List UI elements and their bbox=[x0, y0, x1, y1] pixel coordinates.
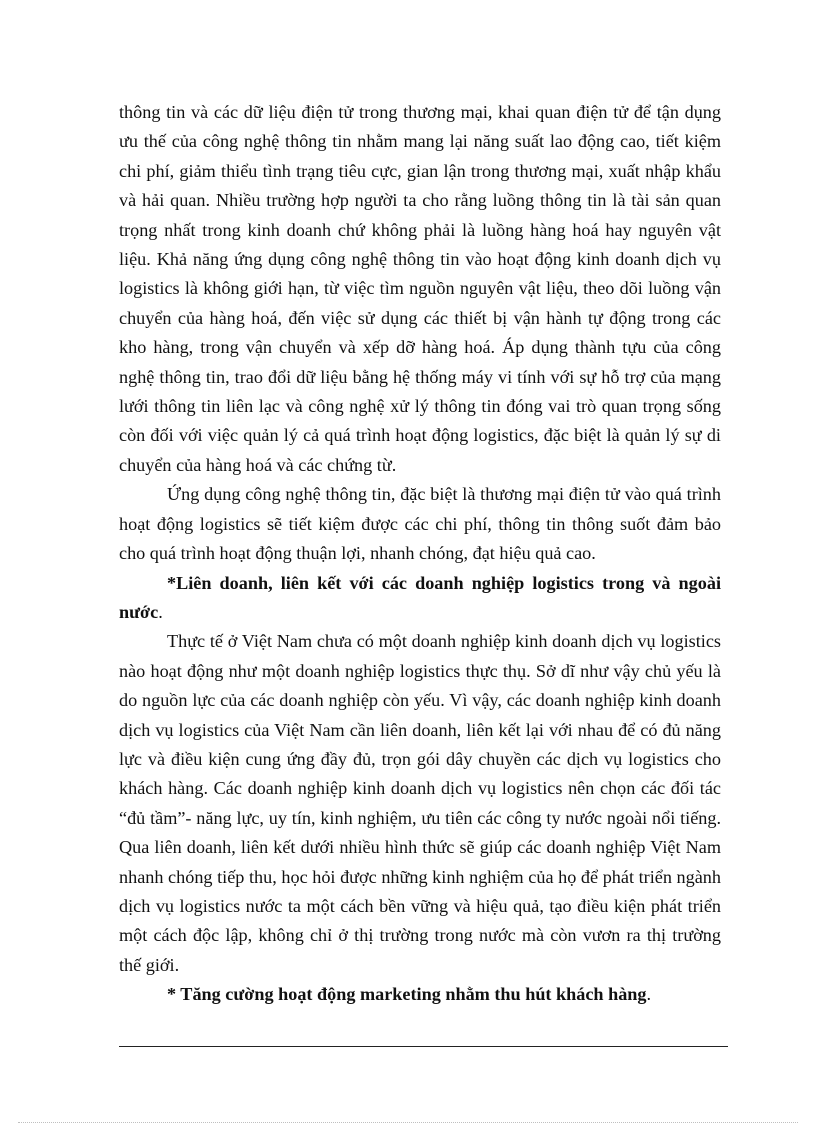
heading-marketing-period: . bbox=[646, 984, 652, 1005]
heading-joint-venture-text: *Liên doanh, liên kết với các doanh nghiệp logistics trong và ngoài nước bbox=[119, 572, 721, 622]
document-body bbox=[119, 98, 721, 1010]
section-heading-joint-venture bbox=[119, 569, 721, 628]
heading-joint-venture-period: . bbox=[158, 601, 163, 622]
section-heading-marketing bbox=[119, 980, 721, 1009]
paragraph-information-technology: thông tin và các dữ liệu điện tử trong thương mại, khai quan điện tử để tận dụng ưu thế của công nghệ thông tin nhằm mang lại năng suất lao động cao, tiết kiệm chi phí, giảm thiểu tình trạng tiêu cực, gian lận trong thương mại, xuất nhập khẩu và hải quan. Nhiều trường hợp người ta cho rằng luồng thông tin là tài sản quan trọng nhất trong kinh doanh chứ không phải là luồng hàng hoá hay nguyên vật liệu. Khả năng ứng dụng công nghệ thông tin vào hoạt động kinh doanh dịch vụ logistics là không giới hạn, từ việc tìm nguồn nguyên vật liệu, theo dõi luồng vận chuyển của hàng hoá, đến việc sử dụng các thiết bị vận hành tự động trong các kho hàng, trong vận chuyển và xếp dỡ hàng hoá. Áp dụng thành tựu của công nghệ thông tin, trao đổi dữ liệu bằng hệ thống máy vi tính với sự hỗ trợ của mạng lưới thông tin liên lạc và công nghệ xử lý thông tin đóng vai trò quan trọng sống còn đối với việc quản lý cả quá trình hoạt động logistics, đặc biệt là quản lý sự di chuyển của hàng hoá và các chứng từ. bbox=[119, 102, 721, 475]
paragraph-joint-venture: Thực tế ở Việt Nam chưa có một doanh nghiệp kinh doanh dịch vụ logistics nào hoạt động như một doanh nghiệp logistics thực thụ. Sở dĩ như vậy chủ yếu là do nguồn lực của các doanh nghiệp còn yếu. Vì vậy, các doanh nghiệp kinh doanh dịch vụ logistics của Việt Nam cần liên doanh, liên kết lại với nhau để có đủ năng lực và điều kiện cung ứng đầy đủ, trọn gói dây chuyền các dịch vụ logistics cho khách hàng. Các doanh nghiệp kinh doanh dịch vụ logistics nên chọn các đối tác “đủ tầm”- năng lực, uy tín, kinh nghiệm, ưu tiên các công ty nước ngoài nổi tiếng. Qua liên doanh, liên kết dưới nhiều hình thức sẽ giúp các doanh nghiệp Việt Nam nhanh chóng tiếp thu, học hỏi được những kinh nghiệm của họ để phát triển ngành dịch vụ logistics nước ta một cách bền vững và hiệu quả, tạo điều kiện phát triển một cách độc lập, không chỉ ở thị trường trong nước mà còn vươn ra thị trường thế giới. bbox=[119, 631, 721, 975]
footer-rule bbox=[119, 1046, 728, 1047]
heading-marketing-text: * Tăng cường hoạt động marketing nhằm thu hút khách hàng bbox=[167, 984, 647, 1005]
paragraph-ecommerce-benefits: Ứng dụng công nghệ thông tin, đặc biệt là thương mại điện tử vào quá trình hoạt động logistics sẽ tiết kiệm được các chi phí, thông tin thông suốt đảm bảo cho quá trình hoạt động thuận lợi, nhanh chóng, đạt hiệu quả cao. bbox=[119, 484, 721, 564]
